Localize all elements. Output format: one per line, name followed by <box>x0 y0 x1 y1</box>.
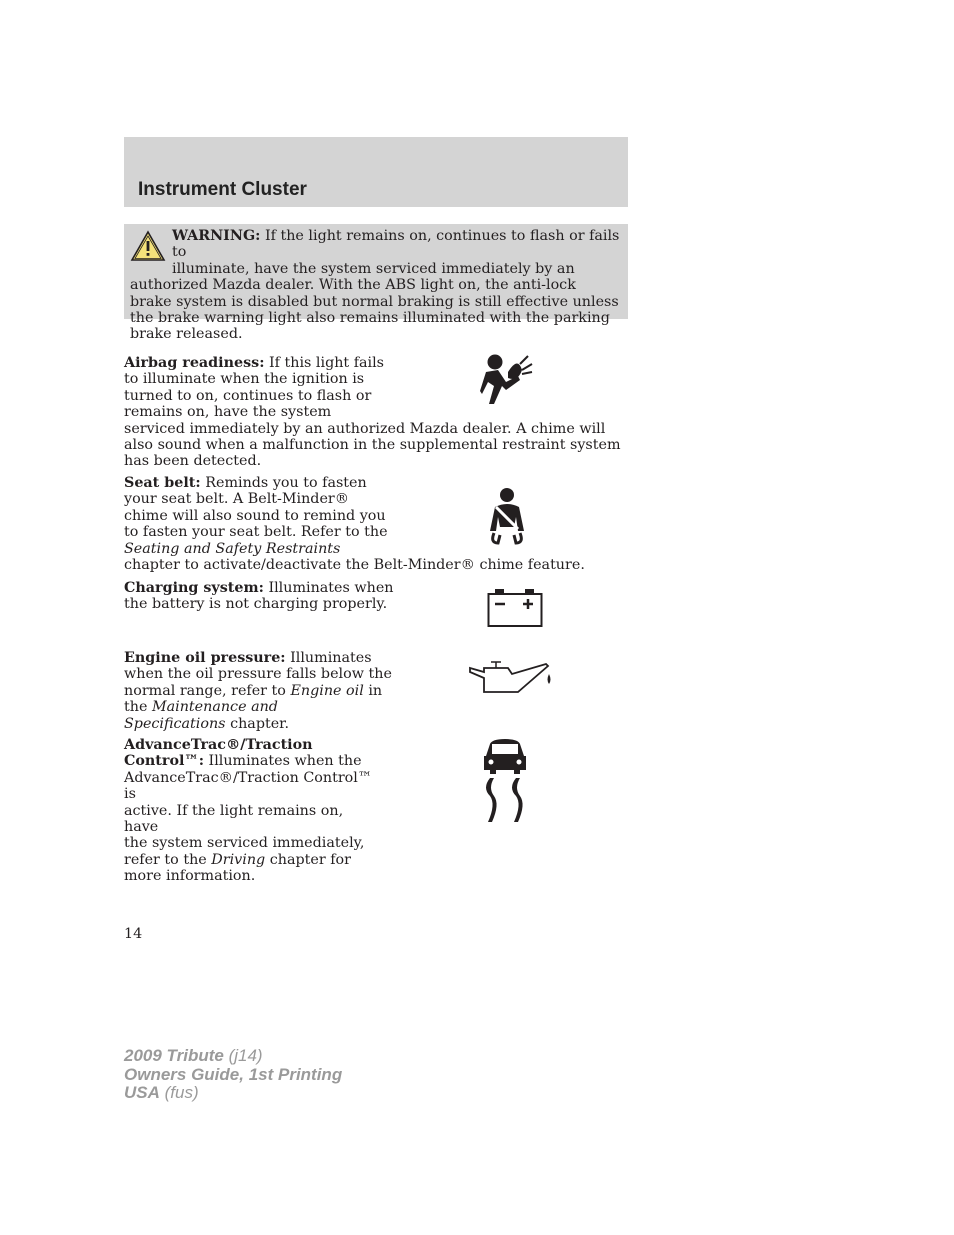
charging-section: Charging system: Illuminates when the battery is not charging properly. <box>124 580 394 613</box>
warning-line-1: WARNING: If the light remains on, continues to flash or fails to <box>172 228 620 261</box>
footer: 2009 Tribute (j14) Owners Guide, 1st Printing USA (fus) <box>124 1046 343 1102</box>
seatbelt-section: Seat belt: Reminds you to fasten your seat belt. A Belt-Minder® chime will also sound to remind you to fasten your seat belt. Refer to the Seating and Safety Restraints chapter to activate/deactivate the Belt-Minder® chime feature. <box>124 475 585 574</box>
oil-can-icon <box>468 658 554 694</box>
seatbelt-label: Seat belt: <box>124 475 201 491</box>
advancetrac-section: AdvanceTrac®/Traction Control™: Illuminates when the AdvanceTrac®/Traction Control™ is active. If the light remains on, have the system serviced immediately, refer to the Driving chapter for more information. <box>124 737 373 885</box>
warning-triangle-icon <box>130 230 166 262</box>
page-title: Instrument Cluster <box>138 179 307 200</box>
traction-control-icon <box>480 738 530 824</box>
warning-label: WARNING: <box>172 228 261 244</box>
battery-icon <box>487 588 543 628</box>
charging-label: Charging system: <box>124 580 264 596</box>
airbag-label: Airbag readiness: <box>124 355 265 371</box>
section-header <box>124 137 628 207</box>
page-number: 14 <box>124 926 143 942</box>
airbag-section: Airbag readiness: If this light fails to illuminate when the ignition is turned to on, continues to flash or remains on, have the system serviced immediately by an authorized Mazda dealer. A chime will also sound when a malfunction in the supplemental restraint system has been detected. <box>124 355 621 470</box>
seatbelt-icon <box>484 487 530 545</box>
oil-label: Engine oil pressure: <box>124 650 286 666</box>
warning-rest: authorized Mazda dealer. With the ABS light on, the anti-lock brake system is disabled but normal braking is still effective unless the brake warning light also remains illuminated with the parking brake released. <box>130 277 619 343</box>
warning-line-2: illuminate, have the system serviced immediately by an <box>172 260 575 277</box>
warning-box <box>124 224 628 343</box>
oil-section: Engine oil pressure: Illuminates when the oil pressure falls below the normal range, refer to Engine oil in the Maintenance and Specifications chapter. <box>124 650 392 732</box>
advancetrac-label: AdvanceTrac®/Traction <box>124 737 313 753</box>
airbag-icon <box>478 352 536 406</box>
